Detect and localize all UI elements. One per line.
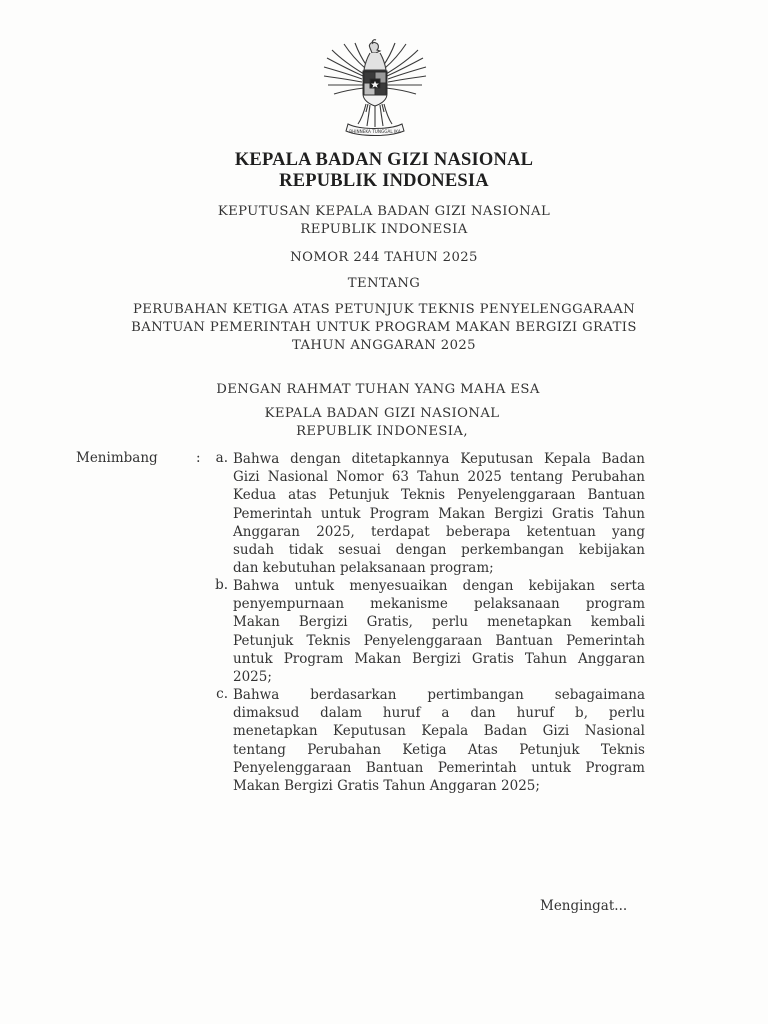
item-line: penyempurnaan mekanisme pelaksanaan program [233,596,645,613]
considering-colon: : [196,450,201,466]
item-line: Pemerintah untuk Program Makan Bergizi Gratis Tahun [233,505,645,522]
issuer-name: KEPALA BADAN GIZI NASIONAL [234,150,534,170]
decree-title: KEPUTUSAN KEPALA BADAN GIZI NASIONAL [217,204,551,219]
item-line: sudah tidak sesuai dengan perkembangan kebijakan [233,541,645,558]
item-line: Gizi Nasional Nomor 63 Tahun 2025 tentang Perubahan [233,469,645,486]
item-letter-c: c. [216,686,228,702]
item-line: 2025; [233,668,272,685]
item-line: Anggaran 2025, terdapat beberapa ketentuan yang [233,523,645,540]
authority-name: KEPALA BADAN GIZI NASIONAL [264,406,500,421]
considering-label: Menimbang [76,450,158,466]
item-letter-b: b. [215,577,228,593]
item-line: dimaksud dalam huruf a dan huruf b, perlu [233,705,645,722]
considering-item-b [233,577,645,686]
invocation: DENGAN RAHMAT TUHAN YANG MAHA ESA [216,382,540,397]
item-line: Penyelenggaraan Bantuan Pemerintah untuk Program [233,759,645,776]
decree-about: TENTANG [347,276,421,291]
item-line: Bahwa untuk menyesuaikan dengan kebijakan serta [233,578,645,594]
decree-subject-line-2: BANTUAN PEMERINTAH UNTUK PROGRAM MAKAN BERGIZI GRATIS [131,320,637,335]
item-line: dan kebutuhan pelaksanaan program; [233,560,494,577]
continuation-marker: Mengingat... [540,898,628,914]
item-line: Makan Bergizi Gratis Tahun Anggaran 2025; [233,777,540,794]
item-line: tentang Perubahan Ketiga Atas Petunjuk Teknis [233,741,645,758]
item-line: menetapkan Keputusan Kepala Badan Gizi Nasional [233,723,645,740]
decree-number: NOMOR 244 TAHUN 2025 [290,250,478,265]
decree-subject-line-3: TAHUN ANGGARAN 2025 [292,338,476,353]
item-line: untuk Program Makan Bergizi Gratis Tahun Anggaran [233,650,645,667]
item-line: Makan Bergizi Gratis, perlu menetapkan kembali [233,614,645,631]
decree-title-country: REPUBLIK INDONESIA [300,222,468,237]
decree-subject-line-1: PERUBAHAN KETIGA ATAS PETUNJUK TEKNIS PENYELENGGARAAN [132,302,636,317]
item-line: Petunjuk Teknis Penyelenggaraan Bantuan Pemerintah [233,632,645,649]
issuer-country: REPUBLIK INDONESIA [279,171,489,191]
considering-item-c [233,686,645,795]
item-line: Kedua atas Petunjuk Teknis Penyelenggaraan Bantuan [233,487,645,504]
item-line: Bahwa dengan ditetapkannya Keputusan Kepala Badan [233,451,645,467]
authority-country: REPUBLIK INDONESIA, [296,424,468,439]
item-letter-a: a. [215,450,228,466]
emblem-motto: BHINNEKA TUNGGAL IKA [349,129,401,134]
considering-item-a [233,450,645,577]
garuda-emblem-icon [318,38,432,138]
item-line: Bahwa berdasarkan pertimbangan sebagaimana [233,687,645,703]
